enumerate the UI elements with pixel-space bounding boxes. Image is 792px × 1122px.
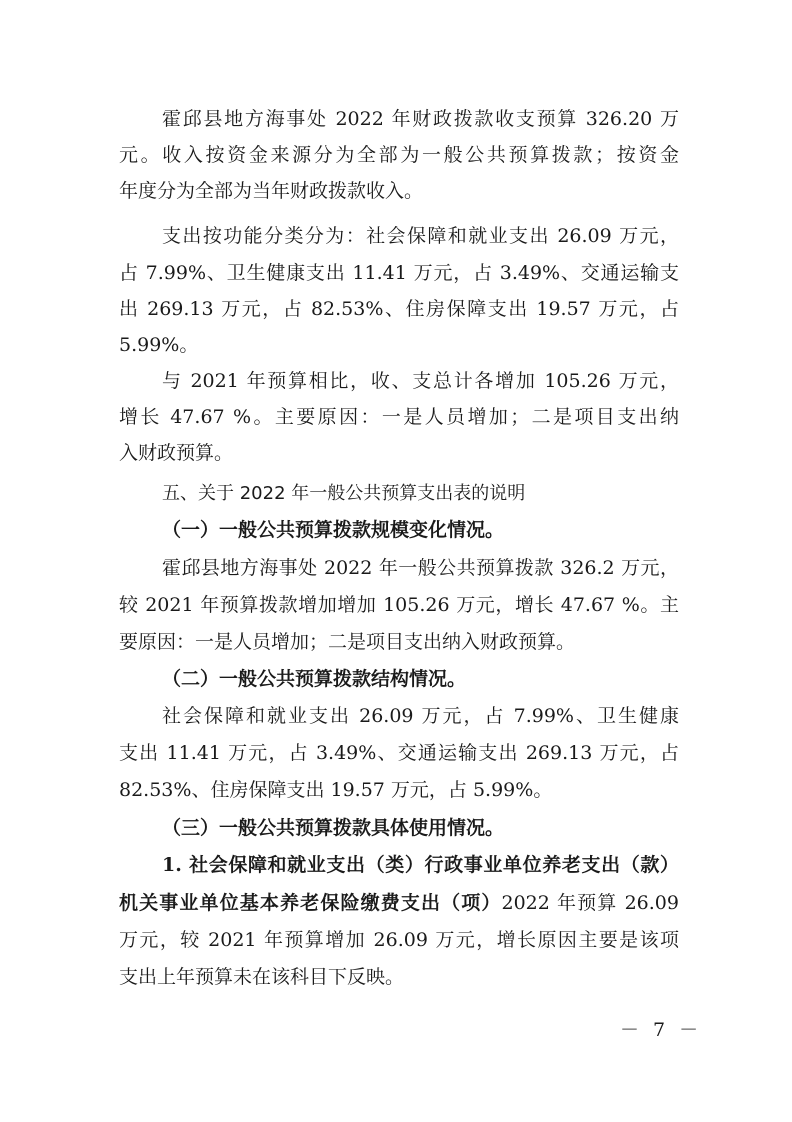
paragraph-1-line-3: 年度分为全部为当年财政拨款收入。 [119, 180, 424, 202]
subsection-1-line-2: 较 2021 年预算拨款增加增加 105.26 万元，增长 47.67 %。主 [119, 594, 679, 616]
subsection-3-item-1-line-2 [119, 891, 679, 915]
subsection-1-line-3: 要原因：一是人员增加；二是项目支出纳入财政预算。 [119, 631, 576, 653]
subsection-1-line-1: 霍邱县地方海事处 2022 年一般公共预算拨款 326.2 万元， [162, 557, 679, 579]
subsection-1-heading: （一）一般公共预算拨款规模变化情况。 [162, 519, 505, 541]
subsection-2-heading: （二）一般公共预算拨款结构情况。 [162, 668, 467, 690]
subsection-3-heading: （三）一般公共预算拨款具体使用情况。 [162, 817, 505, 839]
paragraph-3-line-2: 增长 47.67 %。主要原因：一是人员增加；二是项目支出纳 [119, 406, 679, 428]
paragraph-2-line-3: 出 269.13 万元，占 82.53%、住房保障支出 19.57 万元，占 [119, 298, 679, 320]
paragraph-3-line-1: 与 2021 年预算相比，收、支总计各增加 105.26 万元， [162, 370, 679, 392]
paragraph-1-line-1: 霍邱县地方海事处 2022 年财政拨款收支预算 326.20 万 [162, 108, 679, 130]
subsection-3-item-1-line-2-regular: 2022 年预算 26.09 [501, 892, 679, 914]
subsection-2-line-2: 支出 11.41 万元，占 3.49%、交通运输支出 269.13 万元，占 [119, 742, 679, 764]
subsection-2-line-1: 社会保障和就业支出 26.09 万元，占 7.99%、卫生健康 [162, 705, 679, 727]
subsection-3-item-1-line-1: 1. 社会保障和就业支出（类）行政事业单位养老支出（款） [162, 854, 679, 876]
section-heading: 五、关于 2022 年一般公共预算支出表的说明 [162, 483, 526, 504]
subsection-3-item-1-line-2-bold: 机关事业单位基本养老保险缴费支出（项） [119, 892, 502, 914]
subsection-3-item-1-line-3: 万元，较 2021 年预算增加 26.09 万元，增长原因主要是该项 [119, 929, 679, 951]
paragraph-2-line-1: 支出按功能分类分为：社会保障和就业支出 26.09 万元， [162, 225, 679, 247]
subsection-3-item-1-line-4: 支出上年预算未在该科目下反映。 [119, 966, 405, 988]
paragraph-2-line-2: 占 7.99%、卫生健康支出 11.41 万元，占 3.49%、交通运输支 [119, 262, 679, 284]
paragraph-1-line-2: 元。收入按资金来源分为全部为一般公共预算拨款；按资金 [119, 144, 679, 166]
paragraph-2-line-4: 5.99%。 [119, 334, 199, 356]
subsection-2-line-3: 82.53%、住房保障支出 19.57 万元，占 5.99%。 [119, 779, 553, 801]
paragraph-3-line-3: 入财政预算。 [119, 442, 234, 464]
page-number: － 7 － [620, 1019, 703, 1041]
